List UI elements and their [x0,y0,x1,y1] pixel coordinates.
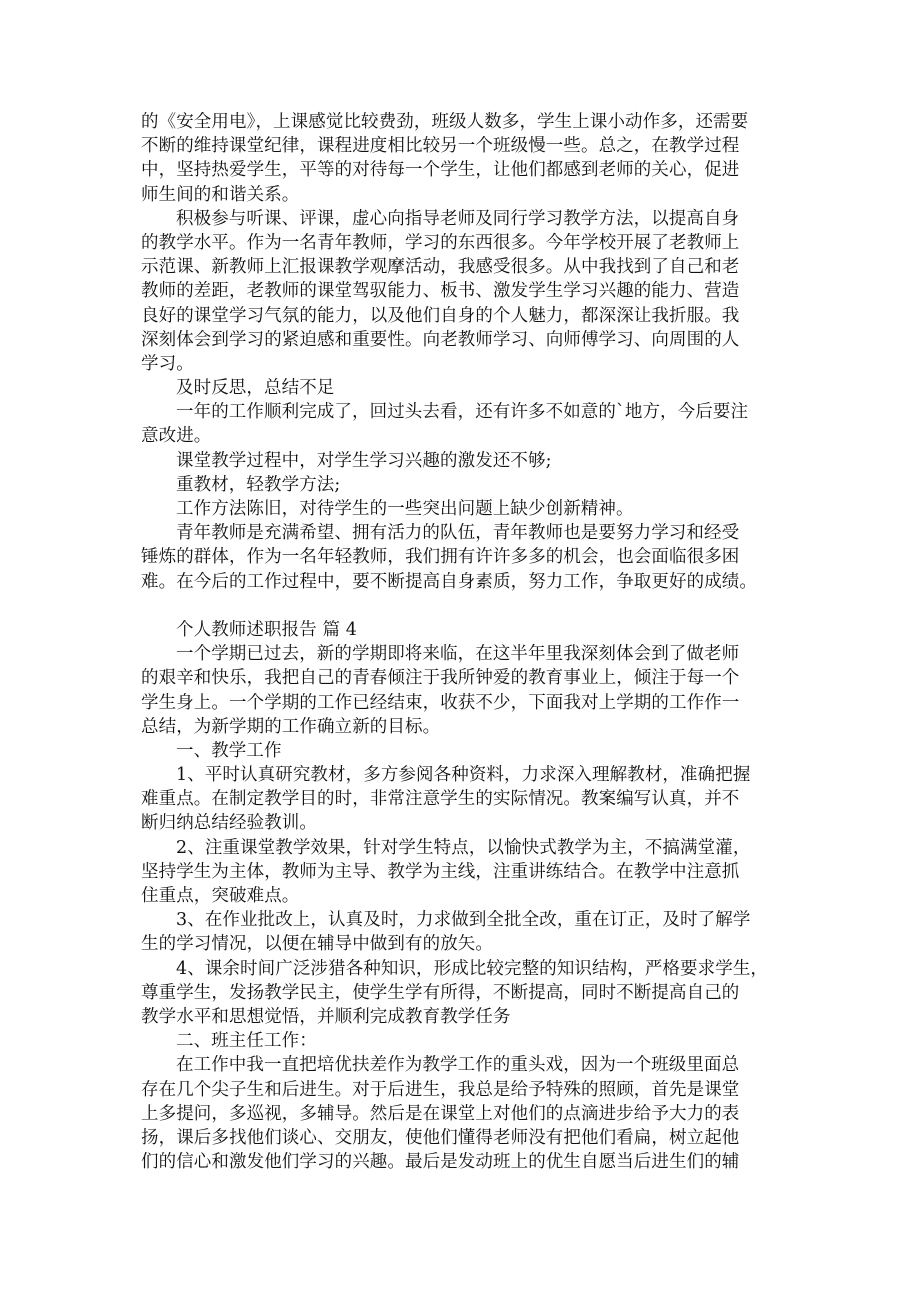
text-line: 一年的工作顺利完成了，回过头去看，还有许多不如意的`地方，今后要注 [176,402,749,423]
text-line: 及时反思，总结不足 [176,378,335,399]
text-line: 难重点。在制定教学目的时，非常注意学生的实际情况。教案编写认真，并不 [141,789,740,810]
text-line: 中，坚持热爱学生，平等的对待每一个学生，让他们都感到老师的关心，促进 [141,160,740,181]
text-line: 学生身上。一个学期的工作已经结束，收获不少，下面我对上学期的工作作一 [141,692,740,713]
text-line: 的《安全用电》，上课感觉比较费劲，班级人数多，学生上课小动作多，还需要 [141,112,749,132]
text-line: 良好的课堂学习气氛的能力，以及他们自身的个人魅力，都深深让我折服。我 [141,305,740,326]
text-line: 们的信心和激发他们学习的兴趣。最后是发动班上的优生自愿当后进生们的辅 [141,1152,740,1173]
text-line: 一个学期已过去，新的学期即将来临，在这半年里我深刻体会到了做老师 [176,644,740,665]
text-line: 教师的差距，老教师的课堂驾驭能力、板书、激发学生学习兴趣的能力、营造 [141,281,740,302]
text-line: 扬，课后多找他们谈心、交朋友，使他们懂得老师没有把他们看扁，树立起他 [141,1127,740,1148]
text-line: 教学水平和思想觉悟，并顺利完成教育教学任务 [141,1006,511,1027]
text-line: 的教学水平。作为一名青年教师，学习的东西很多。今年学校开展了老教师上 [141,232,740,253]
text-line: 工作方法陈旧，对待学生的一些突出问题上缺少创新精神。 [176,499,634,519]
text-line: 总结，为新学期的工作确立新的目标。 [141,716,441,737]
text-line: 的艰辛和快乐，我把自己的青春倾注于我所钟爱的教育事业上，倾注于每一个 [141,668,740,689]
text-line: 存在几个尖子生和后进生。对于后进生，我总是给予特殊的照顾，首先是课堂 [141,1079,740,1100]
text-line: 上多提问，多巡视，多辅导。然后是在课堂上对他们的点滴进步给予大力的表 [141,1103,740,1124]
text-line: 示范课、新教师上汇报课教学观摩活动，我感受很多。从中我找到了自己和老 [141,257,740,278]
text-line: 一、教学工作 [176,740,282,761]
text-line: 难。在今后的工作过程中，要不断提高自身素质，努力工作，争取更好的成绩。 [141,571,757,592]
text-line: 3、在作业批改上，认真及时，力求做到全批全改，重在订正，及时了解学 [176,910,751,931]
text-line: 师生间的和谐关系。 [141,184,300,205]
text-line: 4、课余时间广泛涉猎各种知识，形成比较完整的知识结构，严格要求学生， [176,958,769,979]
text-line: 断归纳总结经验教训。 [141,813,317,834]
text-line: 住重点，突破难点。 [141,886,300,906]
text-line: 深刻体会到学习的紧迫感和重要性。向老教师学习、向师傅学习、向周围的人 [141,329,740,350]
text-line: 锤炼的群体，作为一名年轻教师，我们拥有许许多多的机会，也会面临很多困 [141,547,740,568]
text-line: 重教材，轻教学方法; [176,474,341,495]
text-block-1 [141,110,781,594]
text-line: 生的学习情况，以便在辅导中做到有的放矢。 [141,934,493,955]
document-page [141,110,781,1174]
text-line: 1、平时认真研究教材，多方参阅各种资料，力求深入理解教材，准确把握 [176,765,751,786]
text-line: 学习。 [141,353,194,374]
text-line: 尊重学生，发扬教学民主，使学生学有所得，不断提高，同时不断提高自己的 [141,982,740,1003]
section-title: 个人教师述职报告 篇 4 [176,619,357,640]
text-line: 在工作中我一直把培优扶差作为教学工作的重头戏，因为一个班级里面总 [176,1055,740,1076]
text-line: 意改进。 [141,426,212,447]
text-line: 2、注重课堂教学效果，针对学生特点，以愉快式教学为主，不搞满堂灌， [176,837,751,858]
text-line: 二、班主任工作： [176,1031,317,1052]
text-line: 不断的维持课堂纪律，课程进度相比较另一个班级慢一些。总之，在教学过程 [141,136,740,157]
text-line: 课堂教学过程中，对学生学习兴趣的激发还不够; [176,450,552,471]
blank-line [141,594,781,618]
text-line: 积极参与听课、评课，虚心向指导老师及同行学习教学方法，以提高自身 [176,208,740,229]
text-line: 坚持学生为主体，教师为主导、教学为主线，注重讲练结合。在教学中注意抓 [141,861,740,882]
text-line: 青年教师是充满希望、拥有活力的队伍，青年教师也是要努力学习和经受 [176,523,740,544]
text-block-2 [141,642,781,1174]
